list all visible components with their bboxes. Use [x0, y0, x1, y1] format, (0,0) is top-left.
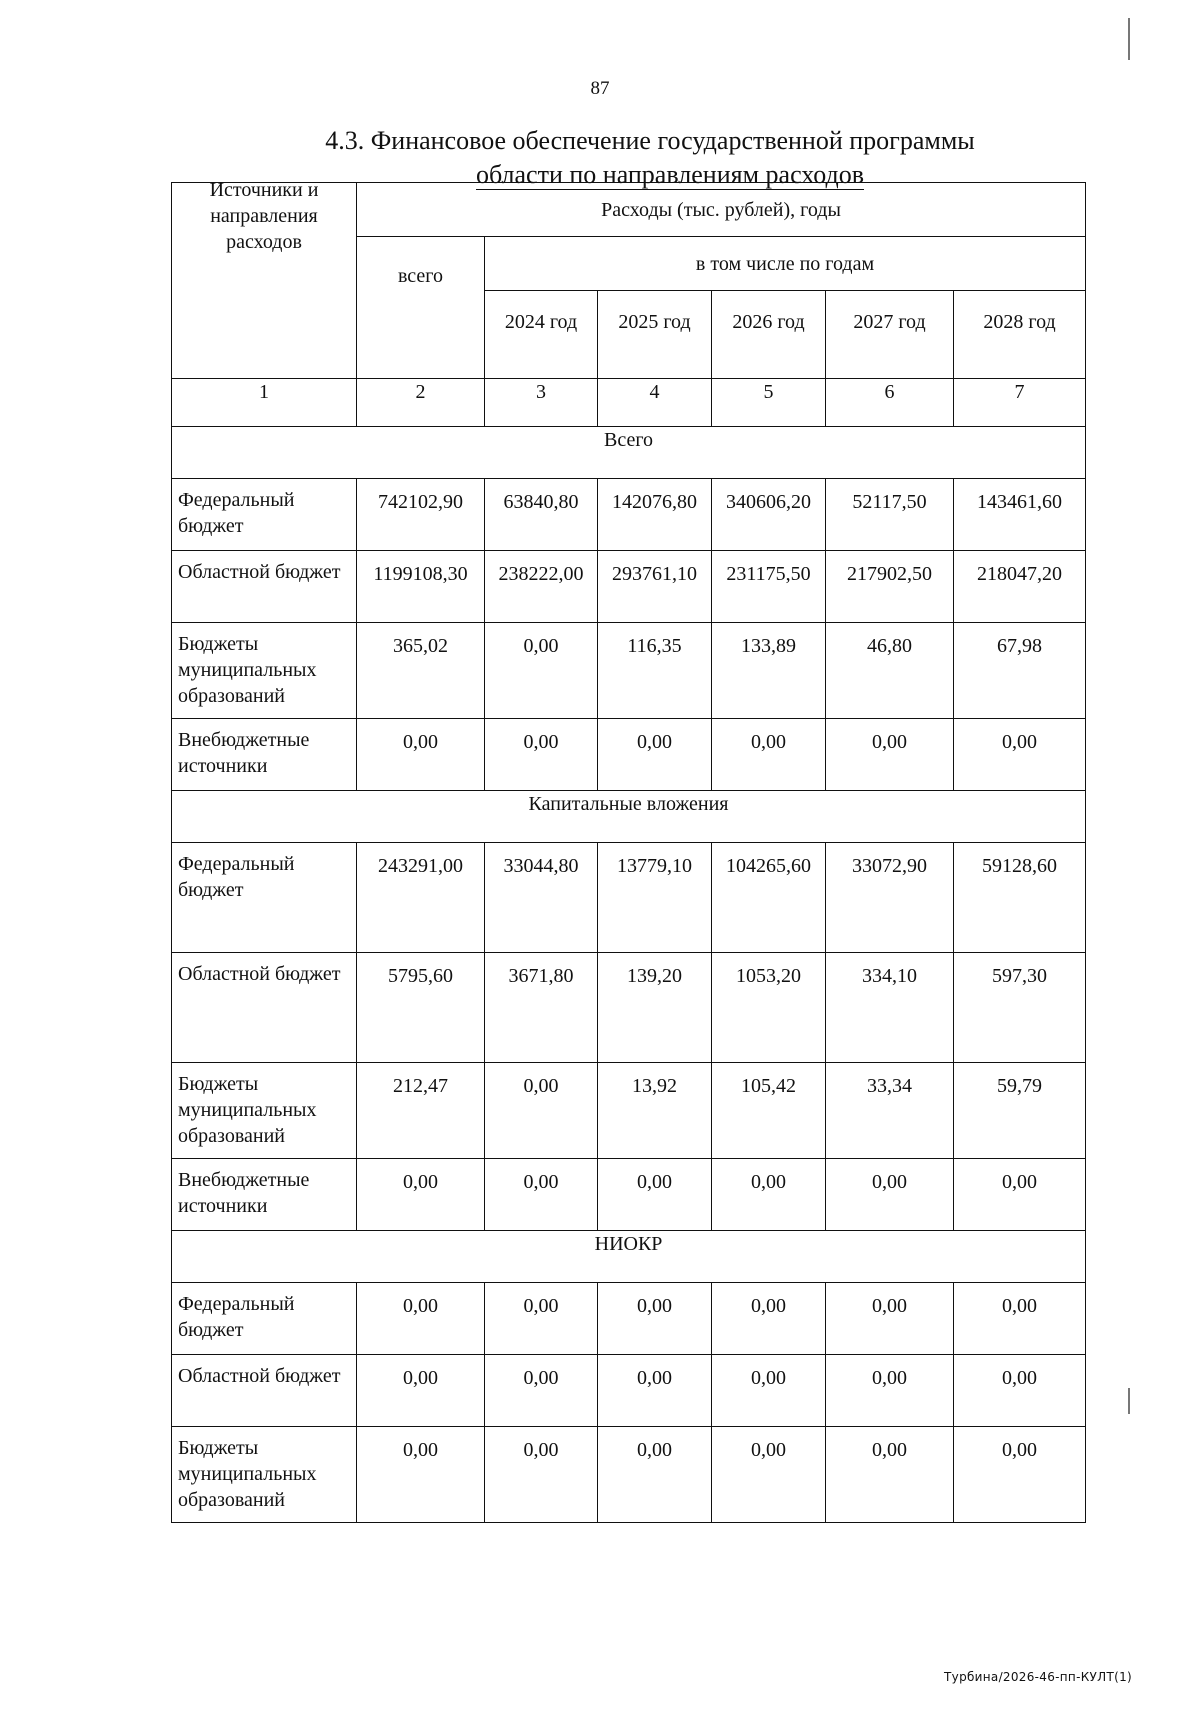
row-label: Внебюджетные источники [172, 1159, 357, 1231]
cell-value: 1053,20 [712, 953, 826, 1063]
cell-value: 0,00 [826, 1427, 954, 1523]
cell-value: 33,34 [826, 1063, 954, 1159]
header-source: Источники и направления расходов [172, 183, 357, 379]
cell-value: 0,00 [712, 1159, 826, 1231]
cell-value: 243291,00 [357, 843, 485, 953]
cell-value: 340606,20 [712, 479, 826, 551]
table-row [172, 551, 1086, 623]
cell-value: 0,00 [485, 1063, 598, 1159]
section-title: НИОКР [172, 1231, 1086, 1283]
cell-value: 33044,80 [485, 843, 598, 953]
cell-value: 0,00 [598, 719, 712, 791]
row-label: Бюджеты муниципальных образований [172, 623, 357, 719]
cell-value: 0,00 [712, 1427, 826, 1523]
header-year: 2028 год [954, 291, 1086, 379]
cell-value: 0,00 [598, 1427, 712, 1523]
column-number: 3 [485, 379, 598, 427]
cell-value: 13,92 [598, 1063, 712, 1159]
cell-value: 238222,00 [485, 551, 598, 623]
header-year: 2027 год [826, 291, 954, 379]
cell-value: 597,30 [954, 953, 1086, 1063]
row-label: Бюджеты муниципальных образований [172, 1063, 357, 1159]
cell-value: 0,00 [357, 1427, 485, 1523]
row-label: Областной бюджет [172, 551, 357, 623]
cell-value: 231175,50 [712, 551, 826, 623]
table-row [172, 719, 1086, 791]
cell-value: 0,00 [954, 719, 1086, 791]
table-row [172, 843, 1086, 953]
table-row [172, 623, 1086, 719]
cell-value: 116,35 [598, 623, 712, 719]
cell-value: 0,00 [485, 1355, 598, 1427]
cell-value: 0,00 [357, 1283, 485, 1355]
header-year: 2026 год [712, 291, 826, 379]
table-row [172, 1063, 1086, 1159]
cell-value: 365,02 [357, 623, 485, 719]
cell-value: 0,00 [712, 1283, 826, 1355]
cell-value: 133,89 [712, 623, 826, 719]
cell-value: 0,00 [712, 1355, 826, 1427]
cell-value: 104265,60 [712, 843, 826, 953]
cell-value: 212,47 [357, 1063, 485, 1159]
header-expenses: Расходы (тыс. рублей), годы [357, 183, 1086, 237]
cell-value: 0,00 [485, 1427, 598, 1523]
column-number: 5 [712, 379, 826, 427]
cell-value: 33072,90 [826, 843, 954, 953]
cell-value: 0,00 [485, 1159, 598, 1231]
cell-value: 0,00 [954, 1355, 1086, 1427]
column-number: 6 [826, 379, 954, 427]
cell-value: 46,80 [826, 623, 954, 719]
cell-value: 63840,80 [485, 479, 598, 551]
column-number: 4 [598, 379, 712, 427]
header-total: всего [357, 237, 485, 379]
scan-mark-top [1128, 18, 1130, 60]
cell-value: 0,00 [712, 719, 826, 791]
cell-value: 67,98 [954, 623, 1086, 719]
cell-value: 0,00 [826, 719, 954, 791]
document-code: Турбина/2026-46-пп-КУЛТ(1) [944, 1670, 1132, 1684]
cell-value: 0,00 [954, 1427, 1086, 1523]
column-number: 7 [954, 379, 1086, 427]
cell-value: 218047,20 [954, 551, 1086, 623]
table-row [172, 1355, 1086, 1427]
table-row [172, 1427, 1086, 1523]
column-number: 2 [357, 379, 485, 427]
row-label: Бюджеты муниципальных образований [172, 1427, 357, 1523]
cell-value: 742102,90 [357, 479, 485, 551]
table-row [172, 1159, 1086, 1231]
finance-table [171, 179, 1086, 1523]
row-label: Внебюджетные источники [172, 719, 357, 791]
cell-value: 1199108,30 [357, 551, 485, 623]
cell-value: 0,00 [357, 719, 485, 791]
table-row [172, 1283, 1086, 1355]
scan-mark-right [1128, 1388, 1130, 1414]
cell-value: 0,00 [826, 1159, 954, 1231]
cell-value: 59128,60 [954, 843, 1086, 953]
table-row [172, 479, 1086, 551]
title-line-1: 4.3. Финансовое обеспечение государственной программы [325, 126, 975, 155]
page-number: 87 [590, 78, 610, 99]
cell-value: 52117,50 [826, 479, 954, 551]
column-number: 1 [172, 379, 357, 427]
cell-value: 5795,60 [357, 953, 485, 1063]
cell-value: 0,00 [598, 1159, 712, 1231]
cell-value: 0,00 [485, 719, 598, 791]
row-label: Областной бюджет [172, 1355, 357, 1427]
cell-value: 0,00 [826, 1283, 954, 1355]
cell-value: 0,00 [826, 1355, 954, 1427]
table-row [172, 953, 1086, 1063]
title-line-2: области по направлениям расходов [475, 160, 865, 189]
section-title: Капитальные вложения [172, 791, 1086, 843]
row-label: Областной бюджет [172, 953, 357, 1063]
cell-value: 334,10 [826, 953, 954, 1063]
cell-value: 13779,10 [598, 843, 712, 953]
cell-value: 0,00 [598, 1355, 712, 1427]
cell-value: 139,20 [598, 953, 712, 1063]
cell-value: 217902,50 [826, 551, 954, 623]
header-year: 2025 год [598, 291, 712, 379]
cell-value: 105,42 [712, 1063, 826, 1159]
header-year: 2024 год [485, 291, 598, 379]
cell-value: 59,79 [954, 1063, 1086, 1159]
cell-value: 142076,80 [598, 479, 712, 551]
cell-value: 143461,60 [954, 479, 1086, 551]
cell-value: 0,00 [954, 1159, 1086, 1231]
row-label: Федеральный бюджет [172, 479, 357, 551]
cell-value: 0,00 [357, 1159, 485, 1231]
section-title: Всего [172, 427, 1086, 479]
row-label: Федеральный бюджет [172, 1283, 357, 1355]
cell-value: 0,00 [485, 623, 598, 719]
cell-value: 293761,10 [598, 551, 712, 623]
header-by-years: в том числе по годам [485, 237, 1086, 291]
cell-value: 3671,80 [485, 953, 598, 1063]
cell-value: 0,00 [485, 1283, 598, 1355]
cell-value: 0,00 [357, 1355, 485, 1427]
cell-value: 0,00 [598, 1283, 712, 1355]
cell-value: 0,00 [954, 1283, 1086, 1355]
row-label: Федеральный бюджет [172, 843, 357, 953]
